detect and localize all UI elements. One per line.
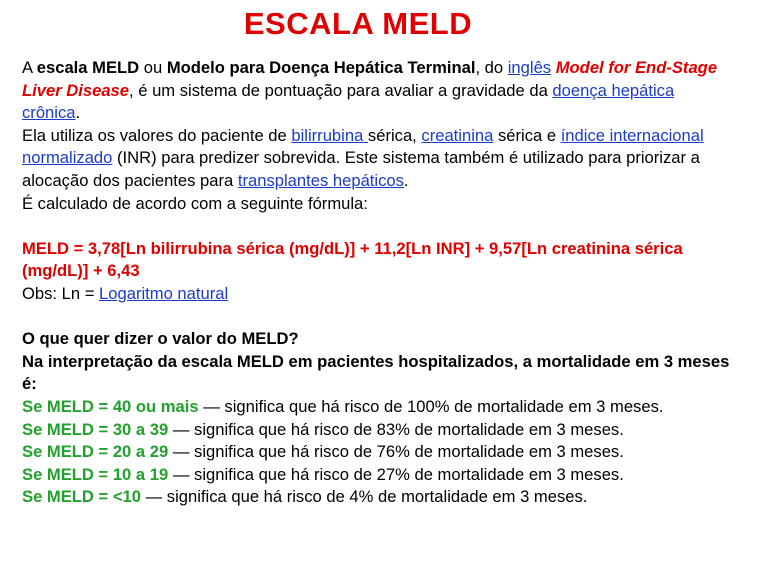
obs-text: Obs: Ln = — [22, 283, 100, 303]
formula-line-2: (mg/dL)] + 6,43 — [22, 261, 140, 281]
intro-text: , é um sistema de pontuação para avaliar a gravidade da — [129, 80, 553, 100]
mortality-text: — significa que há risco de 76% de mortalidade em 3 meses. — [168, 442, 624, 462]
doenca-hepatica-link[interactable]: doença hepática — [552, 80, 675, 100]
ingles-link[interactable]: inglês — [507, 58, 552, 77]
para2-line-3 — [22, 170, 748, 193]
formula-line-1: MELD = 3,78[Ln bilirrubina sérica (mg/dL)] + 11,2[Ln INR] + 9,57[Ln creatinina sérica — [22, 238, 683, 258]
logaritmo-link[interactable]: Logaritmo natural — [99, 283, 229, 303]
mortality-row — [22, 486, 748, 509]
creatinina-link[interactable]: creatinina — [421, 125, 494, 145]
mortality-text: — significa que há risco de 27% de mortalidade em 3 meses. — [168, 464, 624, 484]
intro-text: A — [22, 58, 37, 77]
spacer — [22, 306, 748, 329]
meld-range-label: Se MELD = 20 a 29 — [22, 442, 169, 462]
mortality-row — [22, 441, 748, 464]
para2-line-4: É calculado de acordo com a seguinte fórmula: — [22, 193, 368, 213]
meld-range-label: Se MELD = <10 — [22, 487, 141, 507]
interpretation-line-1: Na interpretação da escala MELD em pacientes hospitalizados, a mortalidade em 3 meses — [22, 351, 730, 371]
escala-meld-term: escala MELD — [36, 58, 140, 77]
transplantes-link[interactable]: transplantes hepáticos — [237, 170, 404, 190]
intro-line-3 — [22, 102, 748, 125]
mortality-row — [22, 396, 748, 419]
intro-line-1 — [22, 57, 748, 80]
english-term: Liver Disease — [22, 80, 130, 100]
intro-line-2 — [22, 80, 748, 103]
interpretation-line-2: é: — [22, 374, 37, 394]
mortality-row — [22, 464, 748, 487]
slide-body — [22, 57, 748, 509]
para-text: sérica, — [367, 125, 422, 145]
intro-text: , do — [475, 58, 508, 77]
intro-text: . — [75, 103, 81, 123]
para2-line-1 — [22, 125, 748, 148]
page-title: ESCALA MELD — [243, 6, 473, 41]
mortality-row — [22, 419, 748, 442]
inr-link[interactable]: índice internacional — [560, 125, 704, 145]
bilirrubina-link[interactable]: bilirrubina — [291, 125, 368, 145]
spacer — [22, 215, 748, 238]
para-text: sérica e — [493, 125, 561, 145]
inr-link[interactable]: normalizado — [22, 148, 113, 168]
question-heading: O que quer dizer o valor do MELD? — [22, 329, 299, 349]
para2-line-2 — [22, 147, 748, 170]
meld-range-label: Se MELD = 30 a 39 — [22, 419, 169, 439]
mortality-text: — significa que há risco de 100% de mortalidade em 3 meses. — [198, 396, 664, 416]
para-text: (INR) para predizer sobrevida. Este sistema também é utilizado para priorizar a — [112, 148, 700, 168]
intro-text: ou — [139, 58, 167, 77]
obs-line — [22, 283, 748, 306]
meld-range-label: Se MELD = 40 ou mais — [22, 396, 199, 416]
mortality-text: — significa que há risco de 4% de mortalidade em 3 meses. — [140, 487, 588, 507]
meld-range-label: Se MELD = 10 a 19 — [22, 464, 169, 484]
para-text: alocação dos pacientes para — [22, 170, 238, 190]
doenca-hepatica-link[interactable]: crônica — [22, 103, 76, 123]
english-term: Model for End-Stage — [555, 58, 718, 77]
para-text: Ela utiliza os valores do paciente de — [22, 125, 292, 145]
para-text: . — [403, 170, 409, 190]
mortality-text: — significa que há risco de 83% de mortalidade em 3 meses. — [168, 419, 624, 439]
modelo-term: Modelo para Doença Hepática Terminal — [166, 58, 476, 77]
